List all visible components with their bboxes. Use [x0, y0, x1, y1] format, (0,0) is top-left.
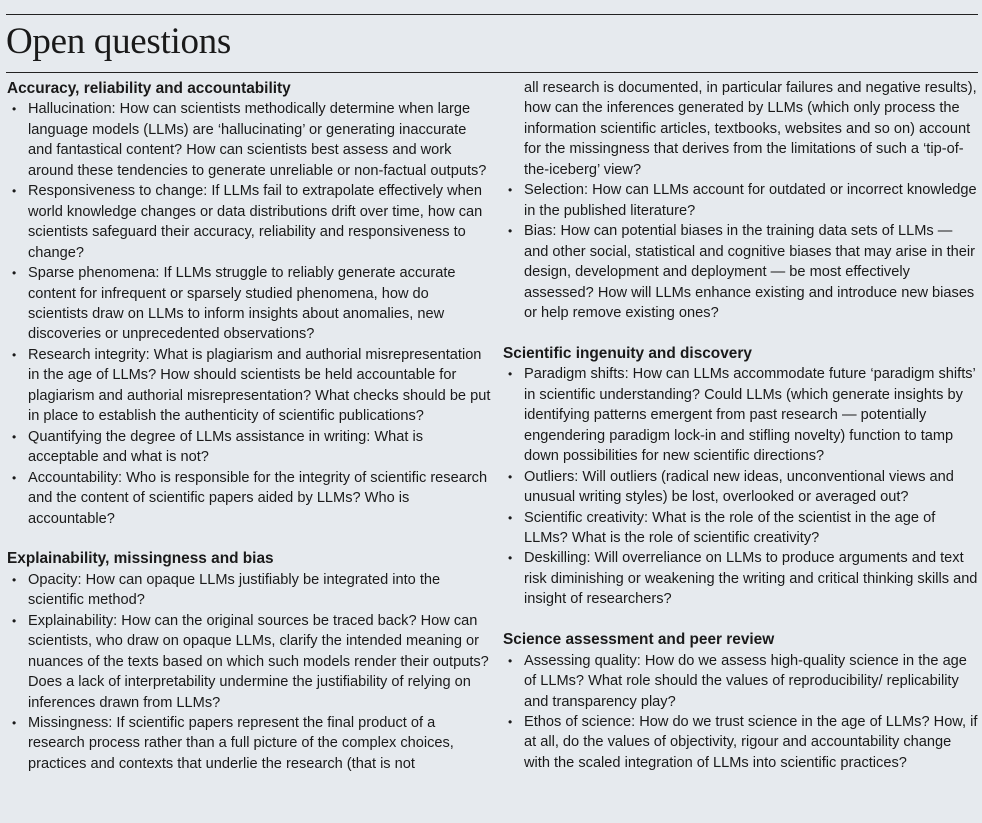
section-gap — [503, 610, 978, 630]
section-gap — [503, 323, 978, 343]
list-item-assessing-quality: • Assessing quality: How do we assess high-quality science in the age of LLMs? What role should the values of reproducibility/ replicability and transparency play? — [503, 651, 978, 712]
section-heading-explainability: Explainability, missingness and bias — [7, 550, 274, 568]
list-item-paradigm-shifts: • Paradigm shifts: How can LLMs accommodate future ‘paradigm shifts’ in scientific understanding? Could LLMs (which generate insights by identifying patterns emergent from past research — potentially engendering paradigm lock-in and stifling novelty) function to tamp down possibilities for new scientific directions? — [503, 364, 978, 466]
right-column — [503, 78, 978, 773]
list-item-research-integrity: • Research integrity: What is plagiarism and authorial misrepresentation in the age of LLMs? How should scientists be held accountable for plagiarism and authorial misrepresentation? What checks should be put in place to establish the authenticity of scientific publications? — [7, 345, 491, 427]
section-heading-assessment: Science assessment and peer review — [503, 631, 775, 649]
list-item-bias: • Bias: How can potential biases in the training data sets of LLMs — and other social, statistical and cognitive biases that may arise in their design, development and deployment — be most effectively assessed? How will LLMs enhance existing and introduce new biases or help remove existing ones? — [503, 221, 978, 323]
title-rule — [6, 72, 978, 73]
list-item-explainability: • Explainability: How can the original sources be traced back? How can scientists, who draw on opaque LLMs, clarify the intended meaning or nuances of the texts based on which such models render their outputs? Does a lack of interpretability undermine the justifiability of relying on inferences drawn from LLMs? — [7, 611, 491, 713]
ingenuity-list — [503, 364, 978, 609]
list-item-missingness: • Missingness: If scientific papers represent the final product of a research process rather than a full picture of the complex choices, practices and contexts that underlie the research (that is not — [7, 713, 491, 774]
list-item-deskilling: • Deskilling: Will overreliance on LLMs to produce arguments and text risk diminishing or weakening the writing and critical thinking skills and insight of researchers? — [503, 548, 978, 609]
section-heading-accuracy: Accuracy, reliability and accountability — [7, 80, 291, 97]
left-column — [7, 79, 491, 774]
list-item-ethos-of-science: • Ethos of science: How do we trust science in the age of LLMs? How, if at all, do the values of objectivity, rigour and accountability change with the scaled integration of LLMs into scientific practices? — [503, 712, 978, 773]
page-title: Open questions — [6, 21, 231, 62]
list-item-opacity: • Opacity: How can opaque LLMs justifiably be integrated into the scientific method? — [7, 570, 491, 611]
assessment-list — [503, 651, 978, 774]
list-item-accountability: • Accountability: Who is responsible for the integrity of scientific research and the content of scientific papers aided by LLMs? Who is accountable? — [7, 468, 491, 529]
accuracy-list — [7, 99, 491, 529]
list-item-responsiveness: • Responsiveness to change: If LLMs fail to extrapolate effectively when world knowledge changes or data distributions drift over time, how can scientists safeguard their accuracy, reliability and responsiveness to change? — [7, 181, 491, 263]
section-gap — [7, 529, 491, 549]
explainability-list — [7, 570, 491, 775]
section-heading-ingenuity: Scientific ingenuity and discovery — [503, 344, 752, 362]
top-rule — [6, 14, 978, 15]
list-item-hallucination: • Hallucination: How can scientists methodically determine when large language models (LLMs) are ‘hallucinating’ or generating inaccurate and fantastical content? How can scientists best assess and work around these tendencies to generate unreliable or non-factual outputs? — [7, 99, 491, 181]
list-item-outliers: • Outliers: Will outliers (radical new ideas, unconventional views and unusual writing styles) be lost, overlooked or averaged out? — [503, 467, 978, 508]
list-item-selection: • Selection: How can LLMs account for outdated or incorrect knowledge in the published literature? — [503, 180, 978, 221]
list-item-scientific-creativity: • Scientific creativity: What is the role of the scientist in the age of LLMs? What is the role of scientific creativity? — [503, 508, 978, 549]
list-item-sparse-phenomena: • Sparse phenomena: If LLMs struggle to reliably generate accurate content for infrequent or sparsely studied phenomena, how do scientists draw on LLMs to inform insights about anomalies, new discoveries or unprecedented observations? — [7, 263, 491, 345]
explainability-list-continued — [503, 78, 978, 323]
list-item-quantifying-assistance: • Quantifying the degree of LLMs assistance in writing: What is acceptable and what is not? — [7, 427, 491, 468]
list-item-missingness-continued: all research is documented, in particular failures and negative results), how can the inferences generated by LLMs (which only process the information scientific articles, textbooks, websites and so on) account for the missingness that derives from the limitations of such a ‘tip-of-the-iceberg’ view? — [524, 80, 977, 178]
